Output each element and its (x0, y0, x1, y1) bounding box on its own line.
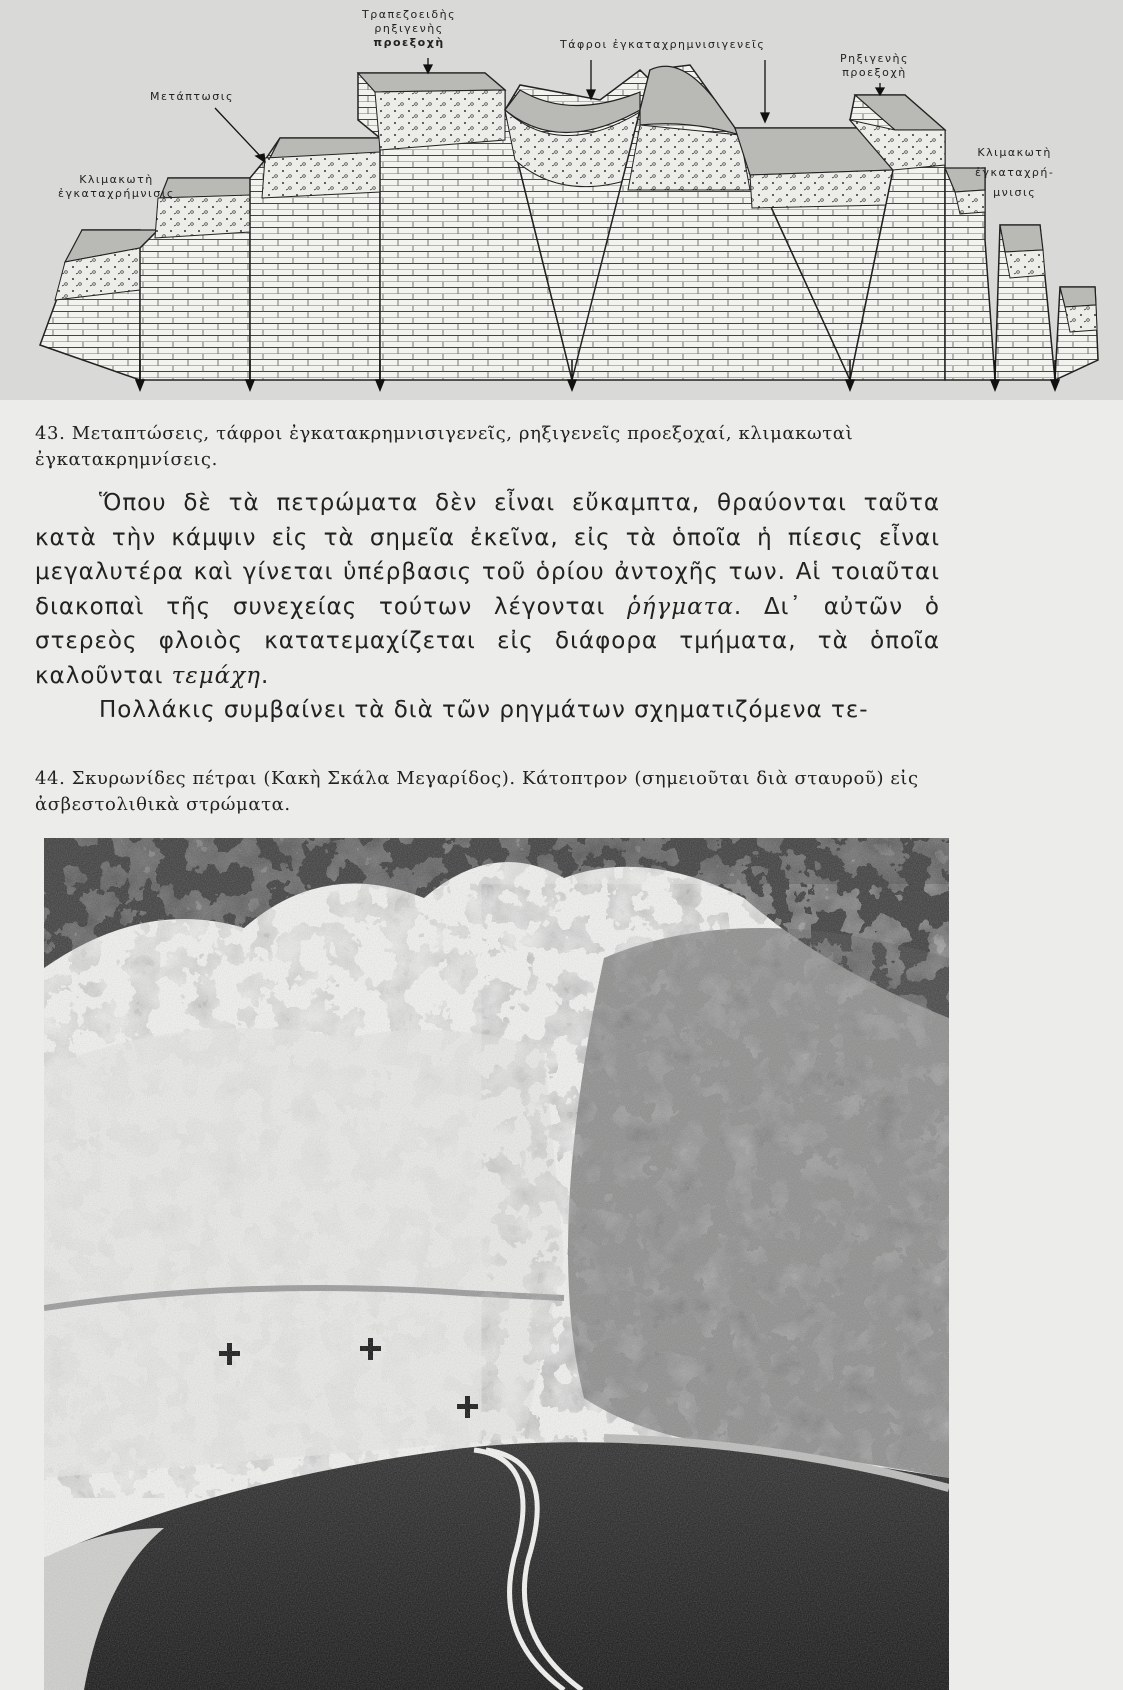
label-rift-horst (840, 52, 909, 80)
fault-block (250, 138, 395, 380)
paragraph-text: . (260, 662, 270, 689)
paragraph-text: Ὅπου δὲ τὰ πετρώματα δὲν εἶναι εὔκαμπτα, θραύονται ταῦτα κατὰ τὴν κάμψιν εἰς τὰ σημεῖα ἐκεῖνα, εἰς τὰ ὁποῖα ἡ πίεσις εἶναι μεγαλυτέρα καὶ γίνεται ὑπέρβασις τοῦ ὁρίου ἀντοχῆς των. Αἱ τοιαῦται διακοπαὶ τῆς συνεχείας τούτων λέγονται (35, 490, 940, 620)
term-fractures: ῥήγματα (627, 593, 734, 620)
fault-block (995, 225, 1055, 380)
fault-block (1055, 287, 1098, 380)
label-step-right (975, 143, 1054, 203)
body-text (35, 486, 940, 728)
label-line: ἐγκαταχρή- (975, 166, 1055, 179)
label-line: ἐγκαταχρήμνισις (58, 187, 175, 200)
paragraph (35, 486, 940, 693)
road-cliff-photo (44, 838, 949, 1690)
label-faults: Μετάπτωσις (150, 90, 234, 103)
label-trapezoid-horst (362, 8, 456, 50)
label-step-left (58, 173, 175, 201)
fault-block-diagram (0, 0, 1123, 400)
label-line: Τραπεζοειδὴς (362, 8, 457, 21)
figure-43-caption: 43. Μεταπτώσεις, τάφροι ἐγκατακρημνισιγενεῖς, ρηξιγενεῖς προεξοχαί, κλιμακωταὶ ἐγκατακρημνίσεις. (35, 423, 854, 470)
paragraph: Πολλάκις συμβαίνει τὰ διὰ τῶν ρηγμάτων σχηματιζόμενα τε- (99, 697, 869, 723)
label-grabens: Τάφροι ἐγκαταχρημνισιγενεῖς (560, 38, 766, 51)
label-line: Κλιμακωτὴ (977, 146, 1052, 159)
label-line: Κλιμακωτὴ (79, 173, 154, 186)
paragraph-text: . Δι᾿ αὐτῶν ὁ στερεὸς φλοιὸς κατατεμαχίζεται εἰς διάφορα τμήματα, τὰ ὁποῖα καλοῦνται (35, 593, 940, 689)
label-line: μνισις (993, 186, 1037, 199)
label-line: ρηξιγενὴς (374, 22, 444, 35)
label-line: Ρηξιγενὴς (840, 52, 909, 65)
label-line: προεξοχὴ (373, 36, 445, 49)
figure-44-caption: 44. Σκυρωνίδες πέτραι (Κακὴ Σκάλα Μεγαρίδος). Κάτοπτρον (σημειοῦται διὰ σταυροῦ) εἰς ἀσβεστολιθικὰ στρώματα. (35, 768, 919, 815)
label-line: προεξοχὴ (842, 66, 907, 79)
term-blocks: τεμάχη (171, 662, 261, 689)
